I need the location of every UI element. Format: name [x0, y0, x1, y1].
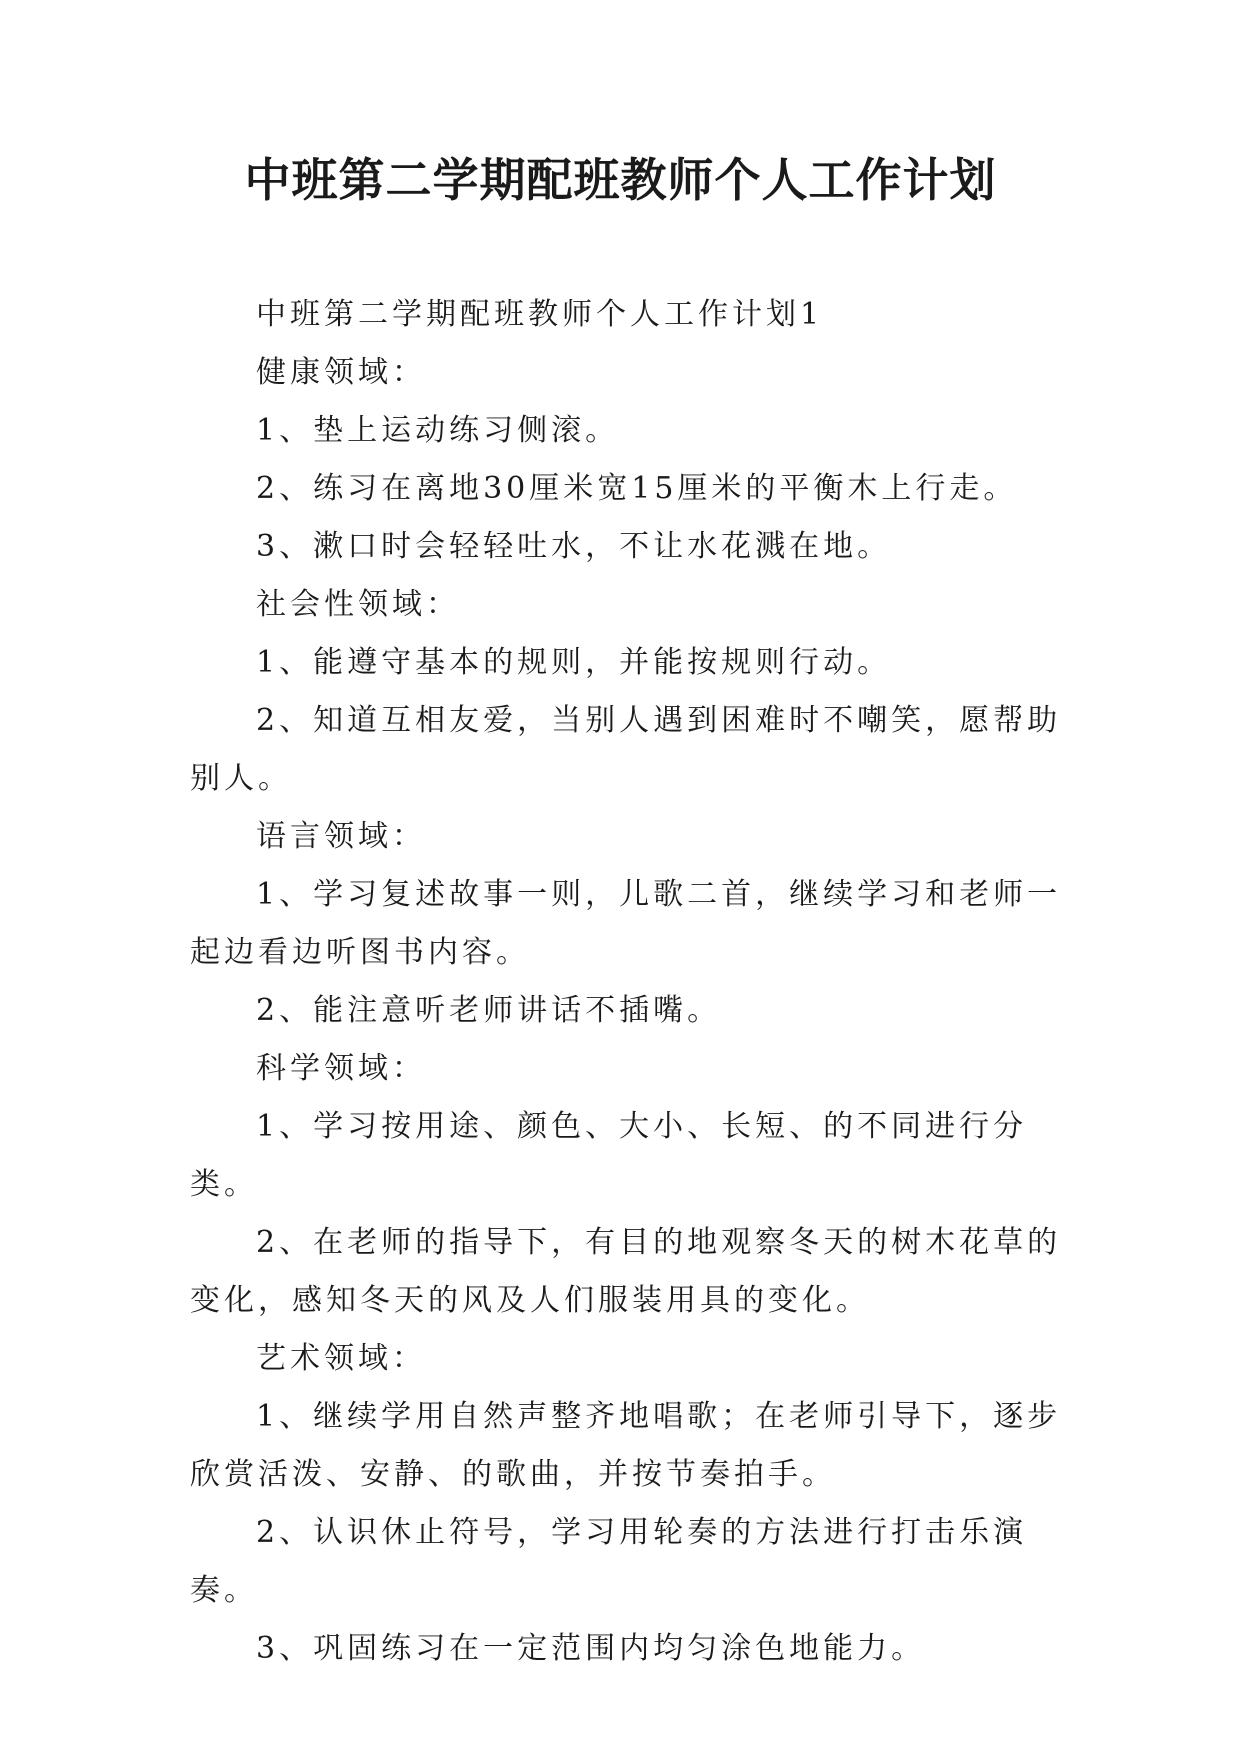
domain-heading-health: 健康领域： [256, 355, 426, 390]
section-heading: 中班第二学期配班教师个人工作计划1 [256, 297, 824, 332]
paragraph: 1、能遵守基本的规则，并能按规则行动。 [256, 645, 892, 680]
domain-heading-language: 语言领域： [256, 819, 426, 854]
document-body [190, 286, 1070, 1678]
paragraph: 2、练习在离地30厘米宽15厘米的平衡木上行走。 [256, 471, 1018, 506]
paragraph: 1、继续学用自然声整齐地唱歌；在老师引导下，逐步欣赏活泼、安静、的歌曲，并按节奏拍手。 [190, 1399, 1062, 1492]
domain-heading-art: 艺术领域： [256, 1341, 426, 1376]
paragraph: 3、漱口时会轻轻吐水，不让水花溅在地。 [256, 529, 892, 564]
domain-heading-science: 科学领域： [256, 1051, 426, 1086]
domain-heading-social: 社会性领域： [256, 587, 460, 622]
paragraph: 2、认识休止符号，学习用轮奏的方法进行打击乐演奏。 [190, 1515, 1028, 1608]
paragraph: 1、学习复述故事一则，儿歌二首，继续学习和老师一起边看边听图书内容。 [190, 877, 1062, 970]
paragraph: 3、巩固练习在一定范围内均匀涂色地能力。 [256, 1631, 926, 1666]
paragraph: 2、知道互相友爱，当别人遇到困难时不嘲笑，愿帮助别人。 [190, 703, 1062, 796]
document-title: 中班第二学期配班教师个人工作计划 [244, 153, 997, 207]
paragraph: 1、学习按用途、颜色、大小、长短、的不同进行分类。 [190, 1109, 1028, 1202]
paragraph: 2、能注意听老师讲话不插嘴。 [256, 993, 722, 1028]
paragraph: 1、垫上运动练习侧滚。 [256, 413, 620, 448]
paragraph: 2、在老师的指导下，有目的地观察冬天的树木花草的变化，感知冬天的风及人们服装用具的变化。 [190, 1225, 1062, 1318]
